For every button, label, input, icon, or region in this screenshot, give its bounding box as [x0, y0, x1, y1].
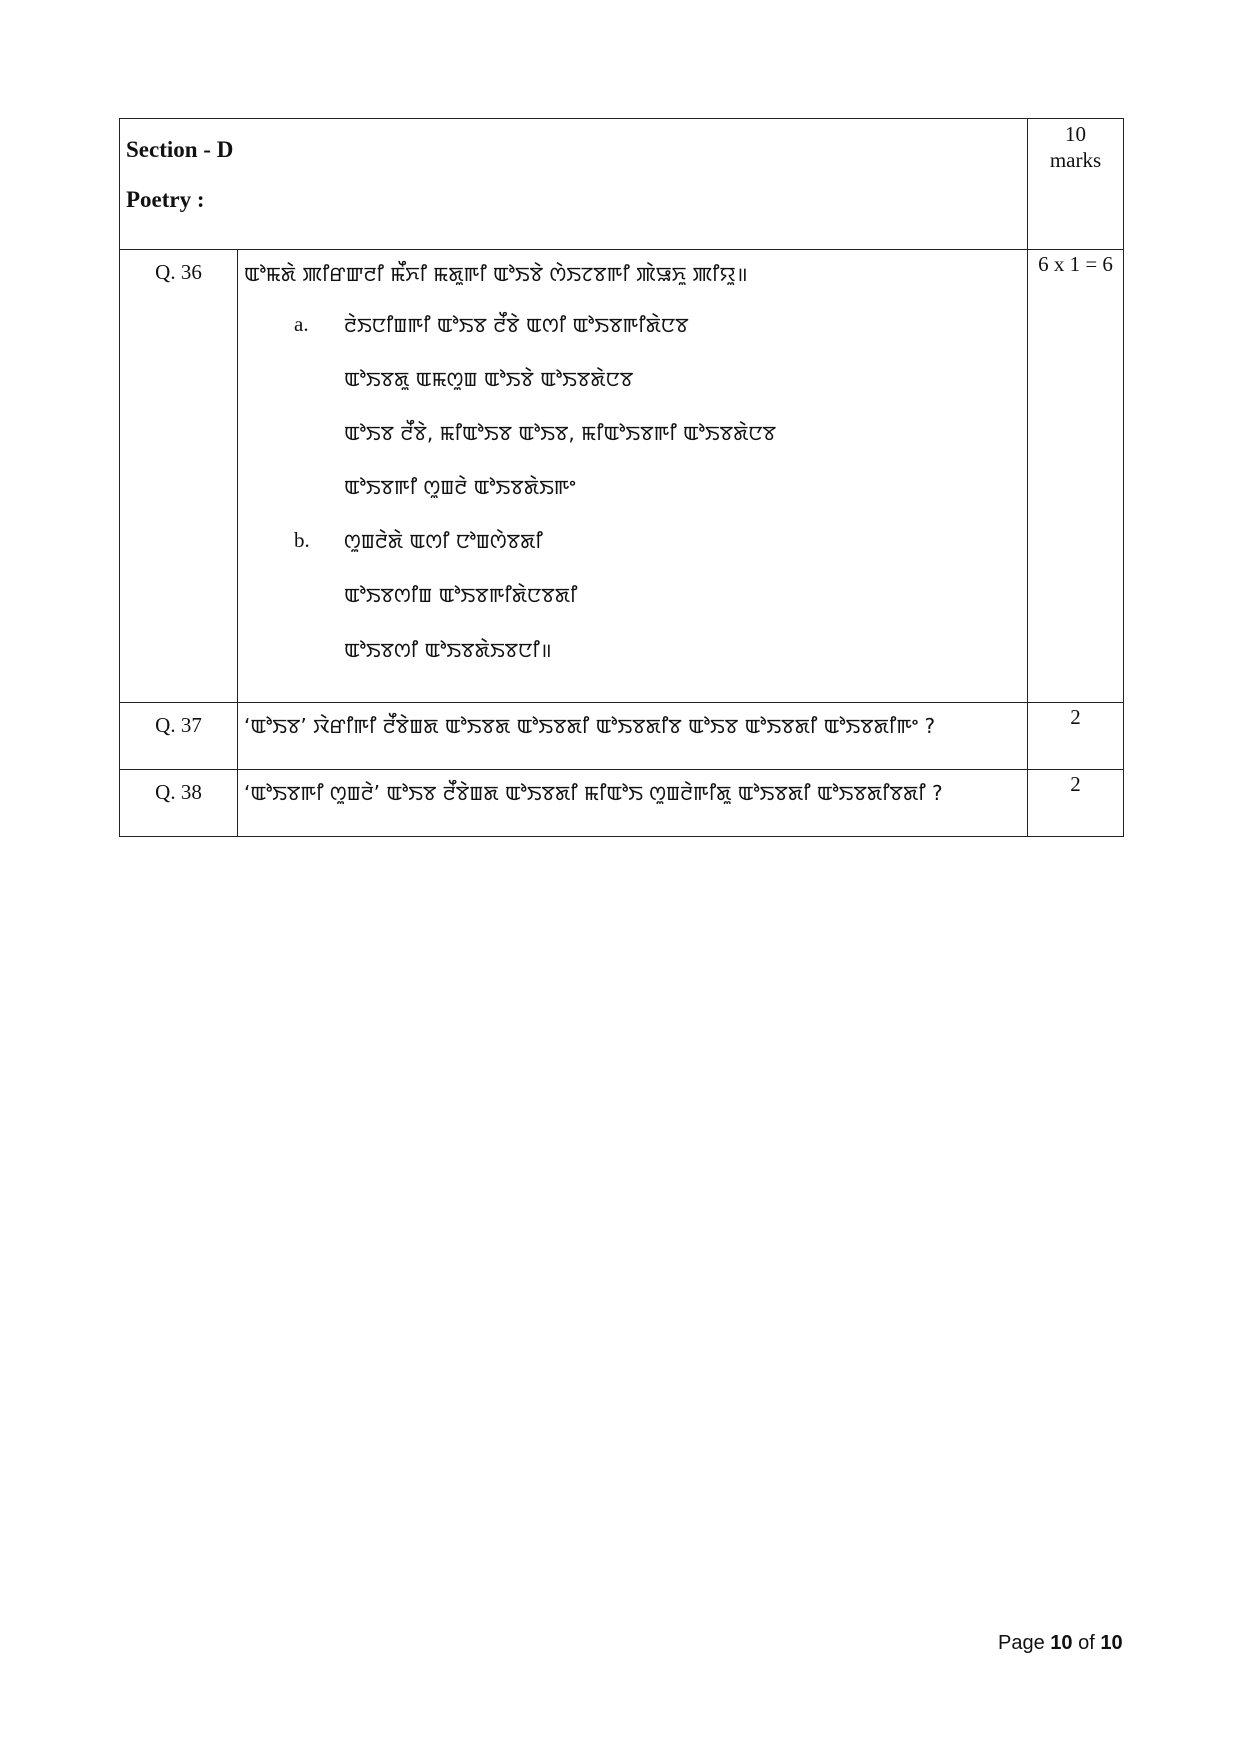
poem-line: ꯁꯨꯡꯂꯥꯗꯥ ꯑꯁꯤ ꯅꯣꯡꯁꯥꯕꯗꯤ: [344, 529, 543, 553]
question-marks: 2: [1028, 770, 1124, 837]
section-header-row: [120, 119, 1124, 250]
item-label: b.: [294, 528, 310, 552]
question-row: [120, 703, 1124, 770]
page-number: [998, 1632, 1123, 1655]
question-stem: ꯑꯣꯃꯗꯥ ꯄꯤꯔꯛꯂꯤ ꯃꯩꯈꯤ ꯃꯗꯨꯒꯤ ꯑꯣꯏꯕꯥ ꯁꯥꯏꯖꯕꯒꯤ ꯄꯥꯎꯈꯨ ꯄꯤꯌꯨ॥: [244, 262, 748, 286]
section-header: [120, 119, 1028, 250]
question-row: [120, 250, 1124, 703]
question-number: Q. 38: [120, 770, 238, 837]
section-marks: 10 marks: [1028, 119, 1124, 250]
poem-line: ꯑꯣꯏꯕꯒꯤ ꯁꯨꯡꯂꯥ ꯑꯣꯏꯕꯗꯥꯏꯒꯦ: [344, 475, 576, 499]
poem-extract-a: [244, 312, 1019, 528]
question-table: [119, 118, 1124, 837]
question-stem: ‘ꯑꯣꯏꯕꯒꯤ ꯁꯨꯡꯂꯥ’ ꯑꯣꯏꯕ ꯂꯩꯕꯥꯡꯗ ꯑꯣꯏꯕꯗꯤ ꯃꯤꯑꯣꯏ ꯁꯨꯡꯂꯥꯒꯤꯗꯨ ꯑꯣꯏꯕꯗꯤ ꯑꯣꯏꯕꯗꯤꯕꯗꯤ ?: [238, 770, 1028, 837]
poem-line: ꯂꯥꯏꯅꯤꯡꯒꯤ ꯑꯣꯏꯕ ꯂꯩꯕꯥ ꯑꯁꯤ ꯑꯣꯏꯕꯒꯤꯗꯥꯅꯕ: [344, 313, 689, 337]
section-subtitle: Poetry :: [126, 187, 205, 212]
question-stem: ‘ꯑꯣꯏꯕ’ ꯋꯥꯔꯤꯒꯤ ꯂꯩꯕꯥꯡꯗ ꯑꯣꯏꯕꯗ ꯑꯣꯏꯕꯗꯤ ꯑꯣꯏꯕꯗꯤꯕ ꯑꯣꯏꯕ ꯑꯣꯏꯕꯗꯤ ꯑꯣꯏꯕꯗꯤꯒꯦ ?: [238, 703, 1028, 770]
poem-line: ꯑꯣꯏꯕ ꯂꯩꯕꯥ, ꯃꯤꯑꯣꯏꯕ ꯑꯣꯏꯕ, ꯃꯤꯑꯣꯏꯕꯒꯤ ꯑꯣꯏꯕꯗꯥꯅꯕ: [344, 421, 777, 445]
question-content: [238, 250, 1028, 703]
poem-line: ꯑꯣꯏꯕꯁꯤꯡ ꯑꯣꯏꯕꯒꯤꯗꯥꯅꯕꯗꯤ: [344, 583, 578, 607]
current-page: 10: [1050, 1632, 1073, 1654]
poem-line: ꯑꯣꯏꯕꯁꯤ ꯑꯣꯏꯕꯗꯥꯏꯕꯅꯤ॥: [344, 638, 552, 662]
question-row: [120, 770, 1124, 837]
question-number: Q. 36: [120, 250, 238, 703]
poem-line: ꯑꯣꯏꯕꯗꯨ ꯑꯃꯁꯨꯡ ꯑꯣꯏꯕꯥ ꯑꯣꯏꯕꯗꯥꯅꯕ: [344, 367, 634, 391]
question-marks: 2: [1028, 703, 1124, 770]
of-word: of: [1078, 1632, 1095, 1654]
question-number: Q. 37: [120, 703, 238, 770]
section-title: Section - D: [126, 137, 234, 162]
question-paper: [119, 118, 1123, 837]
question-marks: 6 x 1 = 6: [1028, 250, 1124, 703]
item-label: a.: [294, 312, 309, 336]
poem-extract-b: [244, 528, 1019, 690]
total-pages: 10: [1100, 1632, 1123, 1654]
page-word: Page: [998, 1632, 1045, 1654]
